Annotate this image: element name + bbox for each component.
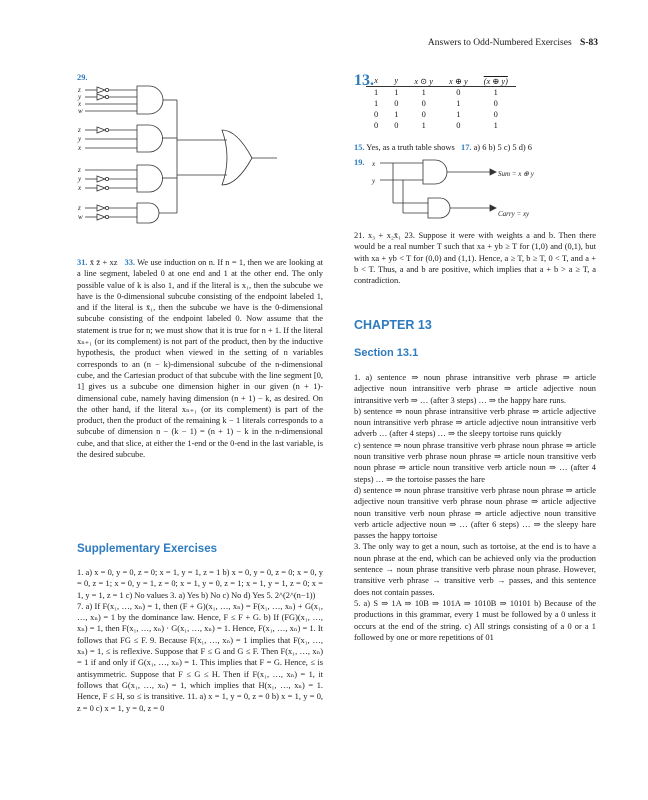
ch13-p1d: d) sentence ⇒ noun phrase transitive verb phrase noun phrase ⇒ article adjective noun transitive verb phrase noun phrase ⇒ article adjective noun transitive verb noun phrase ⇒ article adjective noun transitive verb article adjective noun ⇒ … (after 6 steps) … ⇒ the sleepy hare passes the happy tortoise [354, 485, 596, 541]
ex29-in-1: y [78, 93, 82, 101]
ch13-answers [354, 372, 596, 643]
ex13-table [366, 75, 516, 131]
section-title: Section 13.1 [354, 347, 419, 359]
ex13-cell: 0 [421, 110, 426, 119]
ex13-cell: 1 [374, 88, 379, 97]
ex29-in-0: z [78, 86, 81, 94]
supp-p1: 1. a) x = 0, y = 0, z = 0; x = 1, y = 1, z = 1 b) x = 0, y = 0, z = 0; x = 0, y = 0, z = 1; x = 0, y = 1, z = 0; x = 1, y = 0, z = 1; x = 1, y = 1, z = 0; x = 1, y = 1, z = 1 c) No values 3. a) Yes b) No c) No d) Yes 5. 2^(2^(n−1)) [77, 568, 323, 600]
ex29-in-4: z [78, 126, 81, 134]
ex19-x: x [372, 160, 376, 168]
ex29-in-3: w [78, 107, 83, 115]
ex13-header-3: x ⊕ y [441, 75, 476, 87]
ex13-cell: 0 [374, 110, 379, 119]
table-row [366, 120, 516, 131]
ex13-cell: 0 [456, 88, 461, 97]
ex13-cell: 0 [456, 121, 461, 130]
table-row [366, 98, 516, 109]
ex29-label: 29. [77, 73, 88, 82]
ex13-label: 13. [354, 72, 374, 89]
supp-heading: Supplementary Exercises [77, 543, 217, 555]
ex13-cell: 0 [493, 110, 498, 119]
ex13-header-0: x [366, 75, 386, 87]
ex29-in-6: x [78, 144, 82, 152]
ex13-cell: 1 [493, 88, 498, 97]
table-row [366, 87, 516, 99]
ex13-cell: 1 [456, 110, 461, 119]
supp-answers [77, 567, 323, 714]
ex13-cell: 1 [374, 99, 379, 108]
ex13-cell: 0 [493, 99, 498, 108]
ch13-p1a: 1. a) sentence ⇒ noun phrase intransitive verb phrase ⇒ article adjective noun intransitive verb phrase ⇒ article adjective noun intransitive verb ⇒ … (after 3 steps) … ⇒ the happy hare runs. [354, 373, 596, 405]
ex13-cell: 1 [493, 121, 498, 130]
ex13-cell: 1 [421, 88, 426, 97]
ex29-in-8: y [78, 175, 82, 183]
ex19-sum: Sum = x ⊕ y [498, 170, 534, 178]
ex13-cell: 0 [421, 99, 426, 108]
ex13-cell: 0 [374, 121, 379, 130]
table-row [366, 109, 516, 120]
ex15-label: 15. [354, 143, 365, 152]
ex21-23 [354, 230, 596, 286]
ex31-expr: x̄ z̄ + xz [89, 258, 118, 267]
ch13-p1c: c) sentence ⇒ noun phrase transitive verb phrase noun phrase ⇒ article noun transitive verb phrase noun phrase ⇒ article noun transitive verb noun phrase ⇒ article noun transitive verb article noun ⇒ … (after 4 steps) … ⇒ the tortoise passes the hare [354, 440, 596, 484]
ex13-cell: 0 [394, 99, 399, 108]
ex29-in-11: w [78, 213, 83, 221]
ex13-header-2: x ⊙ y [406, 75, 441, 87]
ex29-in-10: z [78, 204, 81, 212]
ch13-p1b: b) sentence ⇒ noun phrase intransitive verb phrase ⇒ article adjective noun intransitive verb phrase ⇒ article adjective noun intransitive verb adverb … (after 4 steps) … ⇒ the sleepy tortoise runs quickly [354, 406, 596, 439]
ex29-in-5: y [78, 135, 82, 143]
ex31-33 [77, 257, 323, 460]
ex13-cell: 1 [456, 99, 461, 108]
ex19-label: 19. [354, 158, 365, 167]
supp-p2: 7. a) If F(x₁, …, xₙ) = 1, then (F + G)(x₁, …, xₙ) = F(x₁, …, xₙ) + G(x₁, …, xₙ) = 1 by the dominance law. Hence, F ≤ F + G. b) If (FG)(x₁, …, xₙ) = 1, then F(x₁, …, xₙ) · G(x₁, …, xₙ) = 1. Hence, F(x₁, …, xₙ) = 1. It follows that FG ≤ F. 9. Because F(x₁, …, xₙ) = 1 implies that F(x₁, …, xₙ) = 1, ≤ is reflexive. Suppose that F ≤ G and G ≤ F. Then F(x₁, …, xₙ) = 1 if and only if G(x₁, …, xₙ) = 1. This implies that F = G. Hence, ≤ is antisymmetric. Suppose that F ≤ G ≤ H. Then if F(x₁, …, xₙ) = 1, it follows that G(x₁, …, xₙ) = 1, which implies that H(x₁, …, xₙ) = 1. Hence, F ≤ H, so ≤ is transitive. 11. a) x = 1, y = 0, z = 0 b) x = 1, y = 0, z = 0 c) x = 1, y = 0, z = 0 [77, 601, 323, 713]
page-number: S-83 [580, 38, 598, 48]
ex31-label: 31. [77, 258, 88, 267]
ex15-17 [354, 143, 532, 152]
ex29-in-7: z [78, 166, 81, 174]
ch13-p3: 3. The only way to get a noun, such as tortoise, at the end is to have a noun phrase at the end, which can be achieved only via the production sentence → noun phrase transitive verb phrase noun phrase. However, transitive verb phrase → transitive verb → passes, and this sentence does not contain passes. [354, 542, 596, 597]
ex29-in-9: x [78, 184, 82, 192]
ex13-cell: 0 [394, 121, 399, 130]
header-title: Answers to Odd-Numbered Exercises [427, 38, 572, 48]
chapter-title: CHAPTER 13 [354, 318, 432, 332]
ex21-text: 21. x₃ + x₂x̄₁ 23. Suppose it were with weights a and b. Then there would be a real number T such that xa + yb ≥ T for (1,0) and (0,1), but with xa + yb < T for (0,0) and (1,1). Hence, a ≥ T, b ≥ T, 0 < T, and a + b < T. Thus, a and b are positive, which implies that a + b > a ≥ T, a contradiction. [354, 231, 596, 286]
ex29-circuit [77, 80, 337, 250]
running-header [428, 38, 598, 48]
ex13-header-4: (x ⊕ y) [476, 75, 516, 87]
ex13-block [354, 72, 584, 131]
ex13-cell: 1 [394, 88, 399, 97]
ex17-label: 17. [461, 143, 472, 152]
ex33-text: We use induction on n. If n = 1, then we are looking at a line segment, labeled 0 at one end and 1 at the other end. The only possible value of k is also 1, and if the literal is x₁, then the subcube we have is the 0-dimensional subcube consisting of the endpoint labeled 1, and if the literal is x̄₁, then the subcube we have is the 0-dimensional subcube consisting of the endpoint labeled 0. Now assume that the statement is true for n; we must show that it is true for n + 1. If the literal xₙ₊₁ (or its complement) is not part of the product, then by the inductive hypothesis, the product when viewed in the setting of n variables corresponds to an (n − k)-dimensional subcube of the n-dimensional cube, and the Cartesian product of that subcube with the line segment [0, 1] gives us a subcube one dimension higher in our given (n + 1)-dimensional cube, namely having dimension (n + 1) − k, as desired. On the other hand, if the literal xₙ₊₁ (or its complement) is part of the product, then the product of the remaining k − 1 literals corresponds to a subcube of dimension n − (k − 1) = (n + 1) − k in the n-dimensional cube, and that slice, at either the 1-end or the 0-end in the last variable, is the desired subcube. [77, 258, 323, 460]
ex17-text: a) 6 b) 5 c) 5 d) 6 [473, 143, 532, 152]
ex33-label: 33. [124, 258, 135, 267]
ch13-p5: 5. a) S ⇒ 1A ⇒ 10B ⇒ 101A ⇒ 1010B ⇒ 10101 b) Because of the productions in this grammar, every 1 must be followed by a 0 unless it occurs at the end of the string. c) All strings consisting of a 0 or a 1 followed by one or more repetitions of 01 [354, 598, 596, 642]
ex29-in-2: x [78, 100, 82, 108]
ex19-y: y [372, 177, 376, 185]
ex13-cell: 1 [394, 110, 399, 119]
ex13-header-1: y [386, 75, 406, 87]
ex13-cell: 1 [421, 121, 426, 130]
ex19-circuit [368, 158, 598, 228]
ex19-carry: Carry = xy [498, 210, 530, 218]
ex15-text: Yes, as a truth table shows [366, 143, 455, 152]
